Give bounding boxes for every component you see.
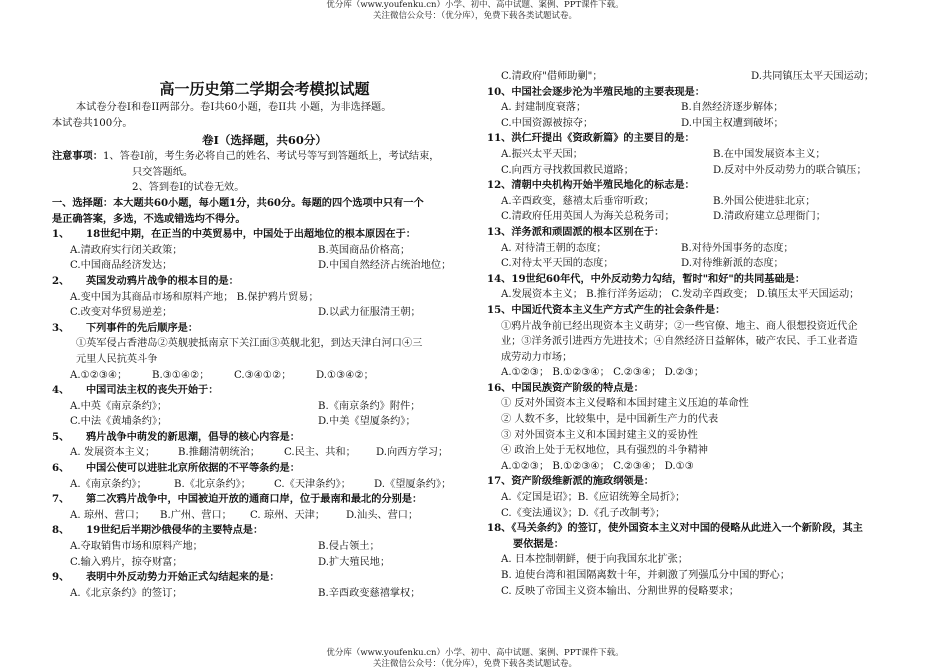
header-line-2: 关注微信公众号：（优分库），免费下载各类试题试卷。 (372, 11, 577, 21)
question-3-options: A.①②③④； B.③①④②； C.③④①②； D.①③④②； (70, 369, 374, 381)
footer-line-2: 关注微信公众号：（优分库），免费下载各类试题试卷。 (372, 659, 577, 669)
question-3-statement-2: 元里人民抗英斗争 (76, 353, 158, 365)
header-line-1: 优分库（www.youfenku.cn）小学、初中、高中试题、案例、PPT课件下载。 (326, 0, 624, 10)
question-4-options-ab: A.中英《南京条约》； B.《南京条约》附件； (70, 400, 421, 412)
question-1-options-cd: C.中国商品经济发达； D.中国自然经济占统治地位； (70, 260, 452, 272)
question-2-stem: 2、 英国发动鸦片战争的根本目的是： (52, 274, 239, 287)
section-title: 卷Ⅰ（选择题，共60分） (202, 133, 327, 148)
question-9-stem: 9、 表明中外反动势力开始正式勾结起来的是： (52, 571, 280, 584)
question-13-stem: 13、洋务派和顽固派的根本区别在于： (487, 225, 665, 238)
question-4-stem: 4、 中国司法主权的丧失开始于： (52, 384, 219, 397)
question-3-statement-1: ①英军侵占香港岛②英舰驶抵南京下关江面③英舰北犯，到达天津白河口④三 (76, 338, 423, 350)
question-18-option-a: A. 日本控制朝鲜，便于向我国东北扩张； (501, 554, 689, 566)
left-column (52, 78, 477, 601)
question-12-stem: 12、清朝中央机构开始半殖民地化的标志是： (487, 179, 695, 192)
question-17-options-ab: A.《定国是诏》；B.《应诏统筹全局折》； (501, 492, 686, 504)
question-17-stem: 17、资产阶级维新派的施政纲领是： (487, 475, 654, 488)
question-10-options-cd: C.中国资源被掠夺； D.中国主权遭到破坏； (501, 117, 784, 129)
question-16-statement-1: ① 反对外国资本主义侵略和本国封建主义压迫的革命性 (501, 398, 749, 410)
question-14-stem: 14、19世纪60年代，中外反动势力勾结，暂时"和好"的共同基础是： (487, 272, 806, 285)
question-6-options: A.《南京条约》； B.《北京条约》； C.《天津条约》； D.《望厦条约》； (70, 478, 452, 490)
question-5-options: A. 发展资本主义； B.推翻清朝统治； C.民主、共和； D.向西方学习； (70, 447, 449, 459)
question-15-options: A.①②③； B.①②③④； C.②③④； D.②③； (501, 367, 705, 379)
question-3-stem: 3、 下列事件的先后顺序是： (52, 321, 199, 334)
notice-1b: 只交答题纸。 (132, 166, 194, 178)
question-18-option-c: C. 反映了帝国主义资本输出、分割世界的侵略要求； (501, 585, 740, 597)
notice-1a: 1、答卷I前，考生务必将自己的姓名、考试号等写到答题纸上，考试结束， (102, 151, 440, 163)
question-12-options-ab: A.辛酉政变，慈禧太后垂帘听政； B.外国公使进驻北京； (501, 195, 816, 207)
question-11-options-ab: A.振兴太平天国； B.在中国发展资本主义； (501, 148, 826, 160)
question-5-stem: 5、 鸦片战争中萌发的新思潮，倡导的核心内容是： (52, 430, 300, 443)
question-12-options-cd: C.清政府任用英国人为海关总税务司； D.清政府建立总理衙门； (501, 211, 826, 223)
question-18-stem-1: 18、《马关条约》的签订，使外国资本主义对中国的侵略从此进入一个新阶段，其主 (487, 522, 863, 535)
question-8-options-cd: C.输入鸦片，掠夺财富； D.扩大殖民地； (70, 556, 391, 568)
page-footer (0, 648, 950, 670)
question-1-options-ab: A.清政府实行闭关政策； B.英国商品价格高； (70, 244, 411, 256)
question-9-options-cd: C.清政府"借师助剿"； D.共同镇压太平天国运动； (501, 71, 875, 82)
question-15-statement-1: ①鸦片战争前已经出现资本主义萌芽；②一些官僚、地主、商人很想投资近代企 (501, 320, 858, 332)
question-2-options-cd: C.改变对华贸易逆差； D.以武力征服清王朝； (70, 307, 421, 319)
question-10-stem: 10、中国社会逐步沦为半殖民地的主要表现是： (487, 85, 705, 98)
question-15-statement-2: 业；③洋务派引进西方先进技术；④自然经济日益解体，破产农民、手工业者造 (501, 336, 858, 348)
intro-line-2: 本试卷共100分。 (52, 117, 133, 129)
page-header (0, 0, 950, 22)
part1-line-1: 一、选择题：本大题共60小题，每小题1分，共60分。每题的四个选项中只有一个 (52, 196, 424, 209)
question-2-options-ab: A.变中国为其商品市场和原料产地； B.保护鸦片贸易； (70, 291, 319, 303)
notice-2: 2、答到卷I的试卷无效。 (132, 182, 245, 194)
question-16-statement-3: ③ 对外国资本主义和本国封建主义的妥协性 (501, 429, 698, 441)
question-14-options: A.发展资本主义； B.推行洋务运动； C.发动辛酉政变； D.镇压太平天国运动； (501, 289, 860, 301)
notice-label: 注意事项： (52, 150, 103, 163)
part1-line-2: 是正确答案，多选，不选或错选均不得分。 (52, 212, 246, 225)
question-13-options-ab: A. 对待清王朝的态度； B.对待外国事务的态度； (501, 242, 794, 254)
question-16-stem: 16、中国民族资产阶级的特点是： (487, 381, 644, 394)
question-4-options-cd: C.中法《黄埔条约》； D.中美《望厦条约》； (70, 416, 416, 428)
question-18-stem-2: 要依据是： (513, 537, 564, 550)
question-11-options-cd: C.向西方寻找救国救民道路； D.反对中外反动势力的联合镇压； (501, 164, 867, 176)
question-15-stem: 15、中国近代资本主义生产方式产生的社会条件是： (487, 303, 726, 316)
intro-line-1: 本试卷分卷I和卷II两部分。卷I共60小题，卷II共 小题，为非选择题。 (76, 102, 392, 113)
exam-title: 高一历史第二学期会考模拟试题 (159, 80, 370, 98)
question-9-options-ab: A.《北京条约》的签订； B.辛酉政变慈禧掌权； (70, 587, 421, 599)
right-column (487, 69, 897, 599)
question-16-statement-2: ② 人数不多，比较集中，是中国新生产力的代表 (501, 414, 719, 426)
question-17-options-cd: C.《变法通议》；D.《孔子改制考》； (501, 507, 666, 519)
question-11-stem: 11、洪仁玕提出《资政新篇》的主要目的是： (487, 132, 695, 145)
question-18-option-b: B. 迫使台湾和祖国隔离数十年，并刺激了列强瓜分中国的野心； (501, 570, 791, 581)
question-13-options-cd: C.对待太平天国的态度； D.对待维新派的态度； (501, 258, 784, 270)
question-8-options-ab: A.夺取销售市场和原料产地； B.侵占领土； (70, 541, 380, 553)
question-15-statement-3: 成劳动力市场； (501, 351, 573, 363)
footer-line-1: 优分库（www.youfenku.cn）小学、初中、高中试题、案例、PPT课件下载。 (326, 648, 624, 658)
question-7-options: A. 琼州、营口； B.广州、营口； C. 琼州、天津； D.汕头、营口； (70, 509, 419, 521)
question-16-statement-4: ④ 政治上处于无权地位，具有强烈的斗争精神 (501, 445, 708, 457)
question-10-options-ab: A. 封建制度衰落； B.自然经济逐步解体； (501, 102, 784, 114)
question-16-options: A.①②③； B.①②③④； C.②③④； D.①③ (501, 460, 694, 472)
question-6-stem: 6、 中国公使可以进驻北京所依据的不平等条约是： (52, 462, 300, 475)
question-8-stem: 8、 19世纪后半期沙俄侵华的主要特点是： (52, 524, 264, 537)
question-7-stem: 7、 第二次鸦片战争中，中国被迫开放的通商口岸，位于最南和最北的分别是： (52, 493, 423, 506)
question-1-stem: 1、 18世纪中期，在正当的中英贸易中，中国处于出超地位的根本原因在于： (52, 228, 416, 241)
